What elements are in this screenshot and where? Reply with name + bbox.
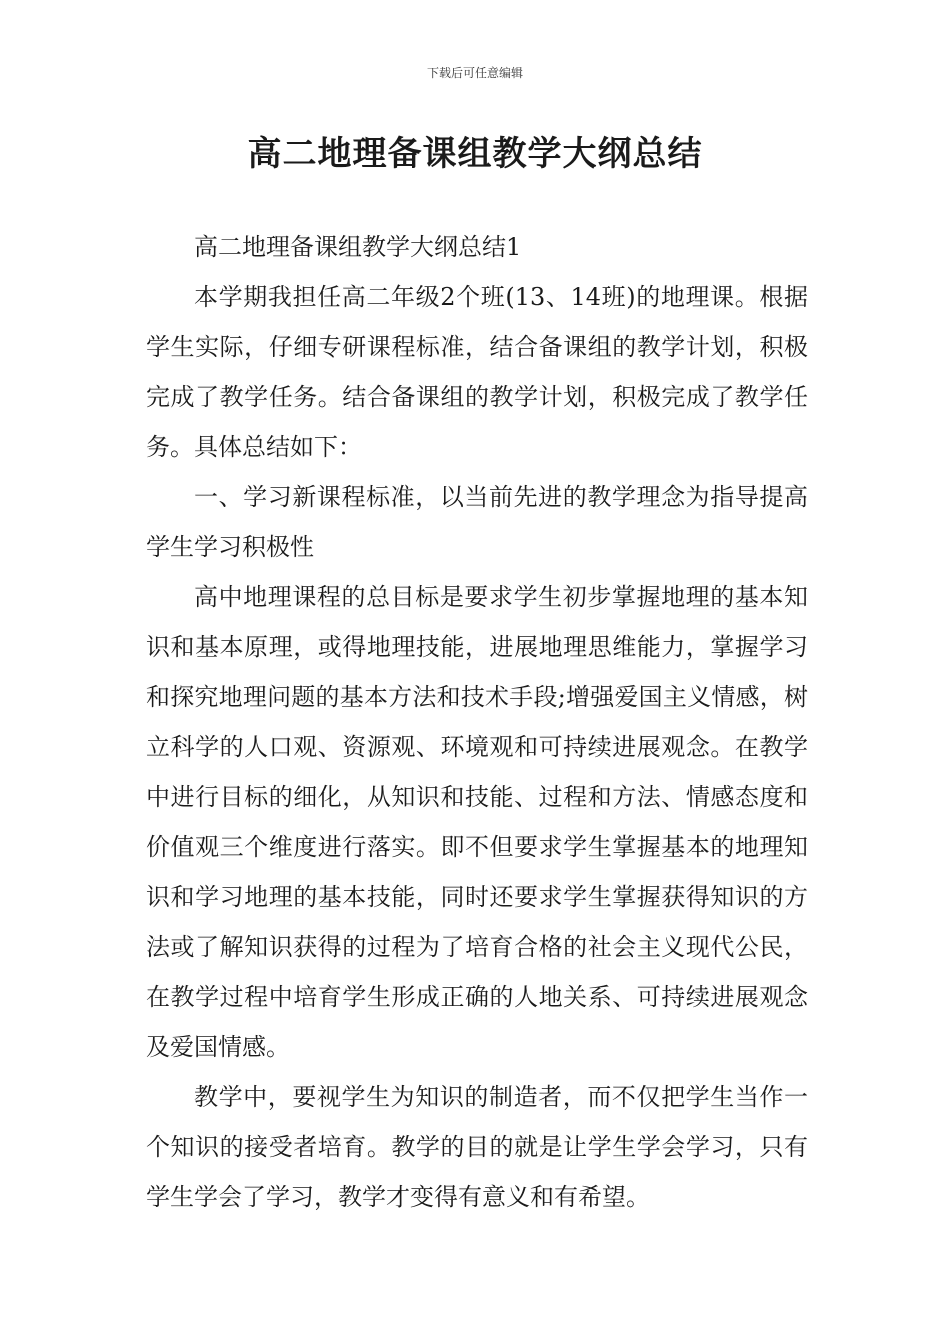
paragraph-subtitle: 高二地理备课组教学大纲总结1 [194, 233, 522, 261]
paragraph-intro: 本学期我担任高二年级2个班(13、14班)的地理课。根据学生实际，仔细专研课程标准，结合备课组的教学计划，积极完成了教学任务。结合备课组的教学计划，积极完成了教学任务。具体总结如下： [146, 283, 808, 461]
paragraph-teaching-approach: 教学中，要视学生为知识的制造者，而不仅把学生当作一个知识的接受者培育。教学的目的就是让学生学会学习，只有学生学会了学习，教学才变得有意义和有希望。 [146, 1083, 808, 1211]
header-note: 下载后可任意编辑 [426, 66, 523, 80]
document-title: 高二地理备课组教学大纲总结 [247, 134, 703, 174]
paragraph-curriculum-goals: 高中地理课程的总目标是要求学生初步掌握地理的基本知识和基本原理，或得地理技能，进展地理思维能力，掌握学习和探究地理问题的基本方法和技术手段;增强爱国主义情感，树立科学的人口观、资源观、环境观和可持续进展观念。在教学中进行目标的细化，从知识和技能、过程和方法、情感态度和价值观三个维度进行落实。即不但要求学生掌握基本的地理知识和学习地理的基本技能，同时还要求学生掌握获得知识的方法或了解知识获得的过程为了培育合格的社会主义现代公民，在教学过程中培育学生形成正确的人地关系、可持续进展观念及爱国情感。 [146, 583, 808, 1061]
document-body [146, 222, 808, 1222]
paragraph-section-heading: 一、学习新课程标准，以当前先进的教学理念为指导提高学生学习积极性 [146, 483, 808, 561]
